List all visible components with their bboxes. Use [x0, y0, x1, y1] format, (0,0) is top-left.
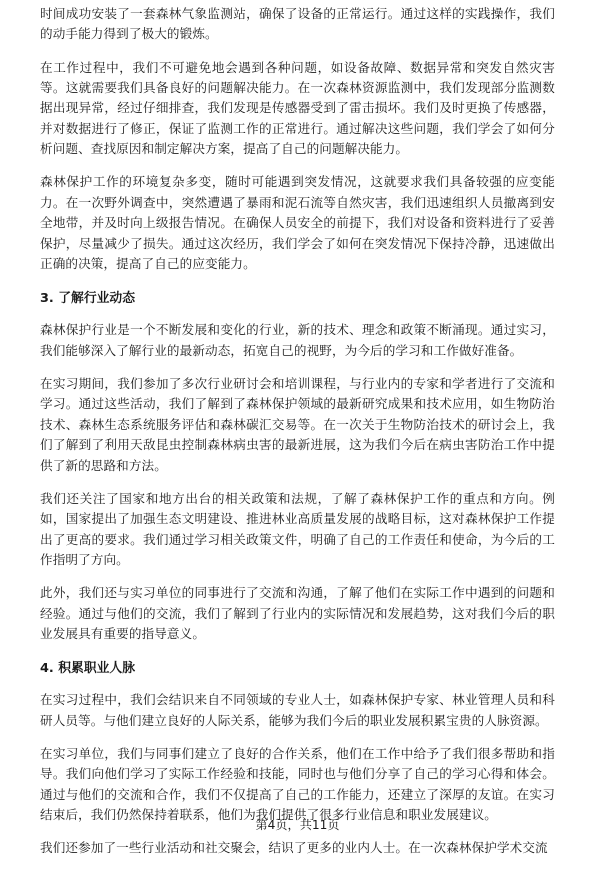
section-heading: 3. 了解行业动态: [40, 291, 136, 307]
document-body: [40, 4, 555, 871]
paragraph: 在实习期间，我们参加了多次行业研讨会和培训课程，与行业内的专家和学者进行了交流和学习。通过这些活动，我们了解到了森林保护领域的最新研究成果和技术应用，如生物防治技术、森林生态系统服务评估和森林碳汇交易等。在一次关于生物防治技术的研讨会上，我们了解到了利用天敌昆虫控制森林病虫害的最新进展，这为我们今后在病虫害防治工作中提供了新的思路和方法。: [40, 375, 555, 473]
section-heading: 4. 积累职业人脉: [40, 661, 136, 677]
paragraph: 森林保护行业是一个不断发展和变化的行业，新的技术、理念和政策不断涌现。通过实习，我们能够深入了解行业的最新动态，拓宽自己的视野，为今后的学习和工作做好准备。: [40, 322, 555, 358]
paragraph: 我们还关注了国家和地方出台的相关政策和法规，了解了森林保护工作的重点和方向。例如，国家提出了加强生态文明建设、推进林业高质量发展的战略目标，这对森林保护工作提出了更高的要求。我们通过学习相关政策文件，明确了自己的工作责任和使命，为今后的工作指明了方向。: [40, 490, 555, 567]
page-number: 第4页，共11页: [255, 818, 340, 832]
paragraph: 在实习单位，我们与同事们建立了良好的合作关系，他们在工作中给予了我们很多帮助和指导。我们向他们学习了实际工作经验和技能，同时也与他们分享了自己的学习心得和体会。通过与他们的交流和合作，我们不仅提高了自己的工作能力，还建立了深厚的友谊。在实习结束后，我们仍然保持着联系，他们为我们提供了很多行业信息和职业发展建议。: [40, 745, 555, 822]
paragraph: 在工作过程中，我们不可避免地会遇到各种问题，如设备故障、数据异常和突发自然灾害等。这就需要我们具备良好的问题解决能力。在一次森林资源监测中，我们发现部分监测数据出现异常，经过仔细排查，我们发现是传感器受到了雷击损坏。我们及时更换了传感器，并对数据进行了修正，保证了监测工作的正常进行。通过解决这些问题，我们学会了如何分析问题、查找原因和制定解决方案，提高了自己的问题解决能力。: [40, 59, 555, 157]
paragraph: 在实习过程中，我们会结识来自不同领域的专业人士，如森林保护专家、林业管理人员和科研人员等。与他们建立良好的人际关系，能够为我们今后的职业发展积累宝贵的人脉资源。: [40, 692, 555, 728]
paragraph: 森林保护工作的环境复杂多变，随时可能遇到突发情况，这就要求我们具备较强的应变能力。在一次野外调查中，突然遭遇了暴雨和泥石流等自然灾害，我们迅速组织人员撤离到安全地带，并及时向上级报告情况。在确保人员安全的前提下，我们对设备和资料进行了妥善保护，尽量减少了损失。通过这次经历，我们学会了如何在突发情况下保持冷静，迅速做出正确的决策，提高了自己的应变能力。: [40, 174, 555, 272]
paragraph: 此外，我们还与实习单位的同事进行了交流和沟通，了解了他们在实际工作中遇到的问题和经验。通过与他们的交流，我们了解到了行业内的实际情况和发展趋势，这对我们今后的职业发展具有重要的指导意义。: [40, 585, 555, 641]
paragraph: 时间成功安装了一套森林气象监测站，确保了设备的正常运行。通过这样的实践操作，我们的动手能力得到了极大的锻炼。: [40, 6, 555, 42]
paragraph: 我们还参加了一些行业活动和社交聚会，结识了更多的业内人士。在一次森林保护学术交流: [40, 840, 548, 856]
